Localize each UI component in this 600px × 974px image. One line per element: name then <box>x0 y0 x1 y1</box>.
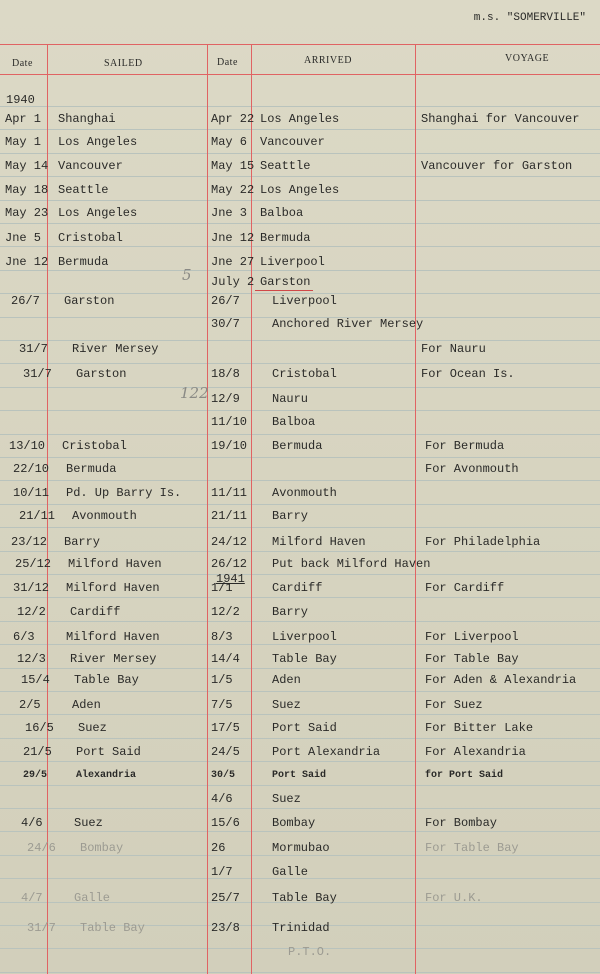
arrived-port: Table Bay <box>272 652 337 666</box>
sailed-date: 25/12 <box>15 557 52 571</box>
sailed-port: Port Said <box>76 745 141 759</box>
arrived-port: Port Alexandria <box>272 745 381 759</box>
garston-underline <box>255 290 313 291</box>
ledger-rule-line <box>0 808 600 809</box>
arrived-date: 14/4 <box>211 652 240 666</box>
header-date-sailed: Date <box>12 58 33 69</box>
sailed-port: Bombay <box>80 841 124 855</box>
voyage-note: For Nauru <box>421 342 486 356</box>
arrived-port: Nauru <box>272 392 309 406</box>
ledger-rule-line <box>0 714 600 715</box>
ledger-rule-line <box>0 363 600 364</box>
voyage-note: For Table Bay <box>425 652 519 666</box>
sailed-port: Alexandria <box>76 770 137 781</box>
voyage-note: For Liverpool <box>425 630 519 644</box>
arrived-port: Los Angeles <box>260 112 340 126</box>
arrived-port: Liverpool <box>260 255 325 269</box>
sailed-date: 24/6 <box>27 841 56 855</box>
voyage-note: For Bitter Lake <box>425 721 534 735</box>
ledger-rule-line <box>0 480 600 481</box>
arrived-date: 7/5 <box>211 698 233 712</box>
voyage-note: For Cardiff <box>425 581 505 595</box>
sailed-port: Milford Haven <box>66 630 160 644</box>
arrived-port: Suez <box>272 792 301 806</box>
arrived-port: Balboa <box>272 415 316 429</box>
sailed-port: River Mersey <box>70 652 157 666</box>
sailed-port: Barry <box>64 535 101 549</box>
voyage-note: For Avonmouth <box>425 462 519 476</box>
sailed-port: Los Angeles <box>58 135 138 149</box>
voyage-note: Shanghai for Vancouver <box>421 112 580 126</box>
arrived-port: Trinidad <box>272 921 330 935</box>
sailed-date: Apr 1 <box>5 112 42 126</box>
voyage-note: Vancouver for Garston <box>421 159 573 173</box>
sailed-date: 12/3 <box>17 652 46 666</box>
arrived-date: Jne 3 <box>211 206 248 220</box>
sailed-port: Aden <box>72 698 101 712</box>
arrived-port: Bermuda <box>260 231 311 245</box>
ledger-rule-line <box>0 574 600 575</box>
arrived-port: Put back Milford Haven <box>272 557 431 571</box>
arrived-port: Galle <box>272 865 309 879</box>
arrived-date: 18/8 <box>211 367 240 381</box>
column-divider-4 <box>415 44 416 974</box>
voyage-note: For Suez <box>425 698 483 712</box>
arrived-port: Seattle <box>260 159 311 173</box>
arrived-date: 24/12 <box>211 535 248 549</box>
ledger-rule-line <box>0 972 600 973</box>
arrived-date: 17/5 <box>211 721 240 735</box>
ledger-rule-line <box>0 340 600 341</box>
arrived-date: 30/5 <box>211 770 236 781</box>
arrived-port: Suez <box>272 698 301 712</box>
year-1940: 1940 <box>6 93 35 107</box>
arrived-port: Barry <box>272 509 309 523</box>
sailed-date: Jne 12 <box>5 255 49 269</box>
arrived-port: Cardiff <box>272 581 323 595</box>
arrived-date: 26/7 <box>211 294 240 308</box>
arrived-port: Barry <box>272 605 309 619</box>
arrived-date: 12/2 <box>211 605 240 619</box>
ledger-rule-line <box>0 597 600 598</box>
sailed-date: May 18 <box>5 183 49 197</box>
sailed-port: Cristobal <box>62 439 127 453</box>
header-sailed: SAILED <box>104 58 143 69</box>
ledger-rule-line <box>0 504 600 505</box>
sailed-date: 13/10 <box>9 439 46 453</box>
sailed-date: 21/11 <box>19 509 56 523</box>
sailed-port: Bermuda <box>66 462 117 476</box>
arrived-port: Table Bay <box>272 891 337 905</box>
ledger-rule-line <box>0 831 600 832</box>
header-bottom-line <box>0 74 600 75</box>
ledger-rule-line <box>0 691 600 692</box>
ledger-rule-line <box>0 246 600 247</box>
arrived-date: 19/10 <box>211 439 248 453</box>
pto-note: P.T.O. <box>288 945 332 959</box>
arrived-port: Bombay <box>272 816 316 830</box>
sailed-port: Pd. Up Barry Is. <box>66 486 182 500</box>
year-1941: 1941 <box>216 572 245 586</box>
voyage-note: For Table Bay <box>425 841 519 855</box>
ledger-rule-line <box>0 621 600 622</box>
arrived-date: 4/6 <box>211 792 233 806</box>
ledger-rule-line <box>0 457 600 458</box>
ledger-rule-line <box>0 153 600 154</box>
sailed-port: Shanghai <box>58 112 116 126</box>
sailed-date: 21/5 <box>23 745 52 759</box>
arrived-date: 21/11 <box>211 509 248 523</box>
arrived-port: Balboa <box>260 206 304 220</box>
ledger-rule-line <box>0 223 600 224</box>
sailed-port: Suez <box>78 721 107 735</box>
ledger-rule-line <box>0 176 600 177</box>
arrived-port: Avonmouth <box>272 486 337 500</box>
sailed-date: 4/6 <box>21 816 43 830</box>
arrived-date: July 2 <box>211 275 255 289</box>
voyage-note: For Bombay <box>425 816 498 830</box>
arrived-date: 11/10 <box>211 415 248 429</box>
arrived-port: Port Said <box>272 770 327 781</box>
ledger-rule-line <box>0 434 600 435</box>
sailed-port: Los Angeles <box>58 206 138 220</box>
arrived-port: Port Said <box>272 721 337 735</box>
arrived-date: Jne 27 <box>211 255 255 269</box>
ledger-rule-line <box>0 387 600 388</box>
arrived-port: Liverpool <box>272 630 337 644</box>
sailed-date: 31/7 <box>19 342 48 356</box>
arrived-port: Los Angeles <box>260 183 340 197</box>
voyage-note: For Alexandria <box>425 745 526 759</box>
sailed-port: Garston <box>76 367 127 381</box>
arrived-port: Garston <box>260 275 311 289</box>
arrived-date: 25/7 <box>211 891 240 905</box>
sailed-date: 4/7 <box>21 891 43 905</box>
voyage-note: for Port Said <box>425 770 504 781</box>
sailed-date: 26/7 <box>11 294 40 308</box>
sailed-port: Vancouver <box>58 159 123 173</box>
pencil-note-b: 122 <box>180 384 209 402</box>
sailed-port: Milford Haven <box>66 581 160 595</box>
arrived-date: Jne 12 <box>211 231 255 245</box>
sailed-date: 31/12 <box>13 581 50 595</box>
sailed-port: River Mersey <box>72 342 159 356</box>
ledger-rule-line <box>0 106 600 107</box>
sailed-date: Jne 5 <box>5 231 42 245</box>
ledger-rule-line <box>0 785 600 786</box>
arrived-date: 11/11 <box>211 486 248 500</box>
sailed-date: 23/12 <box>11 535 48 549</box>
sailed-date: 6/3 <box>13 630 35 644</box>
ledger-rule-line <box>0 668 600 669</box>
arrived-port: Liverpool <box>272 294 337 308</box>
sailed-port: Suez <box>74 816 103 830</box>
arrived-port: Aden <box>272 673 301 687</box>
arrived-port: Bermuda <box>272 439 323 453</box>
sailed-date: May 14 <box>5 159 49 173</box>
sailed-port: Galle <box>74 891 111 905</box>
header-date-arrived: Date <box>217 57 238 68</box>
sailed-date: 16/5 <box>25 721 54 735</box>
ledger-rule-line <box>0 410 600 411</box>
header-top-line <box>0 44 600 45</box>
ledger-rule-line <box>0 129 600 130</box>
arrived-date: 26/12 <box>211 557 248 571</box>
sailed-port: Cristobal <box>58 231 123 245</box>
sailed-port: Seattle <box>58 183 109 197</box>
arrived-date: 26 <box>211 841 226 855</box>
sailed-port: Avonmouth <box>72 509 137 523</box>
arrived-date: 12/9 <box>211 392 240 406</box>
arrived-port: Vancouver <box>260 135 325 149</box>
arrived-date: 23/8 <box>211 921 240 935</box>
sailed-port: Bermuda <box>58 255 109 269</box>
ledger-rule-line <box>0 644 600 645</box>
sailed-port: Garston <box>64 294 115 308</box>
sailed-date: 15/4 <box>21 673 50 687</box>
sailed-date: 10/11 <box>13 486 50 500</box>
arrived-date: 1/7 <box>211 865 233 879</box>
arrived-date: Apr 22 <box>211 112 255 126</box>
arrived-port: Anchored River Mersey <box>272 317 424 331</box>
ledger-rule-line <box>0 200 600 201</box>
arrived-date: May 15 <box>211 159 255 173</box>
arrived-date: 15/6 <box>211 816 240 830</box>
sailed-date: 12/2 <box>17 605 46 619</box>
ledger-rule-line <box>0 855 600 856</box>
pencil-note-a: 5 <box>182 266 192 284</box>
sailed-date: 29/5 <box>23 770 48 781</box>
ledger-rule-line <box>0 738 600 739</box>
header-voyage: VOYAGE <box>505 53 550 64</box>
ledger-rule-line <box>0 527 600 528</box>
arrived-date: May 6 <box>211 135 248 149</box>
sailed-port: Cardiff <box>70 605 121 619</box>
arrived-port: Milford Haven <box>272 535 366 549</box>
arrived-date: 24/5 <box>211 745 240 759</box>
voyage-note: For U.K. <box>425 891 483 905</box>
ledger-rule-line <box>0 761 600 762</box>
voyage-note: For Philadelphia <box>425 535 541 549</box>
arrived-date: 1/1 <box>211 581 233 595</box>
arrived-date: 30/7 <box>211 317 240 331</box>
sailed-port: Milford Haven <box>68 557 162 571</box>
sailed-port: Table Bay <box>80 921 145 935</box>
column-divider-2 <box>207 44 208 974</box>
sailed-date: 31/7 <box>27 921 56 935</box>
sailed-port: Table Bay <box>74 673 139 687</box>
sailed-date: May 23 <box>5 206 49 220</box>
arrived-date: 1/5 <box>211 673 233 687</box>
ledger-rule-line <box>0 270 600 271</box>
arrived-date: May 22 <box>211 183 255 197</box>
sailed-date: 22/10 <box>13 462 50 476</box>
voyage-note: For Ocean Is. <box>421 367 515 381</box>
sailed-date: May 1 <box>5 135 42 149</box>
ledger-rule-line <box>0 551 600 552</box>
arrived-port: Cristobal <box>272 367 337 381</box>
voyage-note: For Bermuda <box>425 439 505 453</box>
ship-name: m.s. "SOMERVILLE" <box>473 12 586 24</box>
sailed-date: 2/5 <box>19 698 41 712</box>
arrived-date: 8/3 <box>211 630 233 644</box>
voyage-note: For Aden & Alexandria <box>425 673 577 687</box>
arrived-port: Mormubao <box>272 841 330 855</box>
sailed-date: 31/7 <box>23 367 52 381</box>
header-arrived: ARRIVED <box>304 55 352 66</box>
